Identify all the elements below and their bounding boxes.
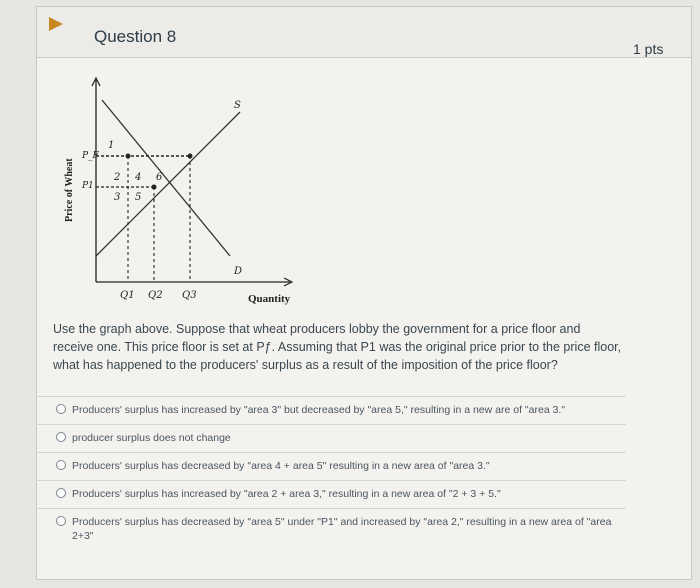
- q2-label: Q2: [148, 290, 163, 301]
- radio-button[interactable]: [56, 404, 66, 414]
- answer-label: producer surplus does not change: [72, 432, 231, 444]
- answer-label: Producers' surplus has increased by "area 3" but decreased by "area 5," resulting in a new are of "area 3.": [72, 404, 566, 416]
- question-points: 1 pts: [633, 41, 664, 57]
- answer-option-1[interactable]: [36, 396, 626, 424]
- flag-icon[interactable]: [49, 17, 63, 31]
- radio-button[interactable]: [56, 460, 66, 470]
- q3-label: Q3: [182, 290, 197, 301]
- point-equilibrium: [152, 185, 157, 190]
- area-5-label: 5: [135, 192, 142, 203]
- x-axis-label: Quantity: [248, 293, 291, 305]
- area-2-label: 2: [114, 172, 121, 183]
- question-text: Use the graph above. Suppose that wheat producers lobby the government for a price floor and receive one. This price floor is set at Pƒ. Assuming that P1 was the original price prior to the price floor, what has happened to the producers' surplus as a result of the imposition of the price floor?: [53, 322, 622, 372]
- y-axis-label: Price of Wheat: [64, 158, 75, 222]
- point-floor-supply: [188, 154, 193, 159]
- demand-curve: [102, 100, 230, 256]
- answer-option-3[interactable]: [36, 452, 626, 480]
- question-header: [37, 7, 691, 58]
- answer-label: Producers' surplus has decreased by "area 4 + area 5" resulting in a new area of "area 3.": [72, 460, 490, 472]
- price-floor-label: P_F: [82, 151, 99, 161]
- answer-option-2[interactable]: [36, 424, 626, 452]
- area-4-label: 4: [135, 172, 142, 183]
- point-floor-demand: [126, 154, 131, 159]
- supply-label: S: [234, 100, 241, 111]
- answer-label: Producers' surplus has decreased by "area 5" under "P1" and increased by "area 2," resulting in a new area of "area 2+3": [72, 516, 612, 542]
- area-6-label: 6: [156, 172, 163, 183]
- demand-label: D: [234, 266, 243, 277]
- answer-option-5[interactable]: [36, 508, 626, 550]
- question-title: Question 8: [94, 27, 177, 46]
- price-original-label: P1: [82, 181, 94, 191]
- supply-demand-graph: [58, 72, 308, 312]
- answer-label: Producers' surplus has increased by "area 2 + area 3," resulting in a new area of "2 + 3 + 5.": [72, 488, 501, 500]
- area-1-label: 1: [108, 140, 115, 151]
- answer-option-4[interactable]: [36, 480, 626, 508]
- supply-curve: [96, 112, 240, 256]
- area-3-label: 3: [114, 192, 121, 203]
- answer-list: [36, 396, 626, 550]
- radio-button[interactable]: [56, 432, 66, 442]
- radio-button[interactable]: [56, 488, 66, 498]
- radio-button[interactable]: [56, 516, 66, 526]
- q1-label: Q1: [120, 290, 135, 301]
